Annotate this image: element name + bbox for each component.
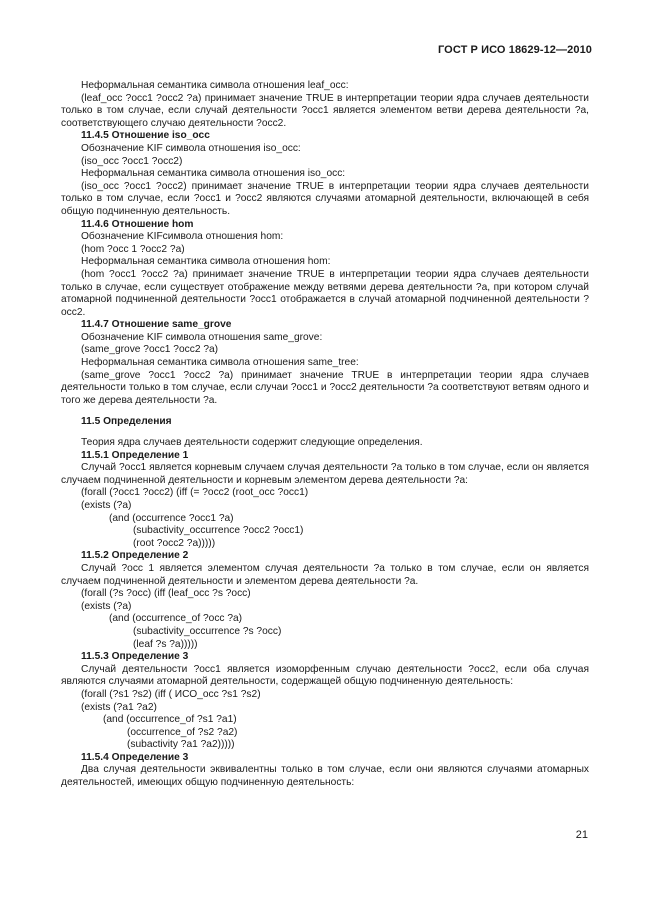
paragraph: Неформальная семантика символа отношения same_tree:	[81, 357, 359, 369]
code-line: (forall (?occ1 ?occ2) (iff (= ?occ2 (root_occ ?occ1)	[81, 487, 309, 499]
code-line: (subactivity_occurrence ?s ?occ)	[133, 625, 282, 637]
paragraph: Неформальная семантика символа отношения iso_occ:	[81, 168, 346, 180]
paragraph: (hom ?occ1 ?occ2 ?a) принимает значение TRUE в интерпретации теории ядра случаев деятельности только в случае, если существует отображение между ветвями дерева деятельности ?a, при котором случай атомарной подчиненной деятельности ?occ1 отображается в случай атомарной подчиненной деятельности ?occ2.	[61, 268, 589, 318]
paragraph: Обозначение KIFсимвола отношения hom:	[81, 231, 284, 243]
section-heading: 11.4.7 Отношение same_grove	[81, 319, 232, 331]
paragraph: Случай ?occ 1 является элементом случая деятельности ?a только в том случае, если он является случаем подчиненной деятельности и элементом дерева деятельности ?a.	[61, 562, 589, 587]
code-line: (hom ?occ 1 ?occ2 ?a)	[81, 243, 185, 255]
paragraph: Случай деятельности ?occ1 является изоморфенным случаю деятельности ?occ2, если оба случая являются случаями атомарной деятельности, содержащей общую подчиненную деятельность:	[61, 663, 589, 688]
code-line: (and (occurrence ?occ1 ?a)	[109, 512, 234, 524]
page-header: ГОСТ Р ИСО 18629-12—2010	[437, 44, 592, 56]
paragraph: Теория ядра случаев деятельности содержит следующие определения.	[81, 437, 423, 449]
code-line: (iso_occ ?occ1 ?occ2)	[81, 155, 183, 167]
paragraph: Случай ?occ1 является корневым случаем случая деятельности ?a только в том случае, если он является случаем подчиненной деятельности и корневым элементом дерева деятельности ?a:	[61, 462, 589, 486]
code-line: (occurrence_of ?s2 ?a2)	[127, 726, 238, 738]
code-line: (root ?occ2 ?a)))))	[133, 537, 216, 549]
page-number: 21	[575, 829, 588, 841]
section-heading: 11.4.5 Отношение iso_occ	[81, 130, 210, 142]
code-line: (exists (?a)	[81, 500, 132, 511]
code-line: (and (occurrence_of ?occ ?a)	[109, 613, 243, 625]
code-line: (and (occurrence_of ?s1 ?a1)	[103, 714, 237, 726]
code-line: (exists (?a)	[81, 600, 132, 612]
code-line: (exists (?a1 ?a2)	[81, 701, 157, 713]
paragraph: (iso_occ ?occ1 ?occ2) принимает значение TRUE в интерпретации теории ядра случаев деятельности только в том случае, если ?occ1 и ?occ2 являются случаями атомарной деятельности, включающей в себя общую подчиненную деятельность.	[61, 180, 589, 217]
code-line: (forall (?s1 ?s2) (iff ( ИСО_occ ?s1 ?s2)	[81, 688, 261, 700]
paragraph: Неформальная семантика символа отношения leaf_occ:	[81, 80, 349, 91]
paragraph: Неформальная семантика символа отношения hom:	[81, 256, 331, 268]
paragraph: (same_grove ?occ1 ?occ2 ?a) принимает значение TRUE в интерпретации теории ядра случаев деятельности только в том случае, если случаи ?occ1 и ?occ2 деятельности ?a соответствуют ветвям одного и того же дерева деятельности ?a.	[61, 369, 589, 406]
code-line: (forall (?s ?occ) (iff (leaf_occ ?s ?occ)	[81, 588, 251, 600]
section-heading: 11.5.1 Определение 1	[81, 449, 189, 461]
paragraph: Обозначение KIF символа отношения iso_occ:	[81, 142, 301, 154]
paragraph: Два случая деятельности эквивалентны только в том случае, если они являются случаями атомарных деятельностей, имеющих общую подчиненную деятельность:	[61, 764, 589, 789]
section-heading: 11.4.6 Отношение hom	[81, 218, 194, 230]
section-heading: 11.5.3 Определение 3	[81, 651, 189, 663]
section-heading: 11.5.2 Определение 2	[81, 550, 189, 562]
paragraph: Обозначение KIF символа отношения same_grove:	[81, 331, 323, 343]
code-line: (same_grove ?occ1 ?occ2 ?a)	[81, 344, 219, 356]
code-line: (subactivity_occurrence ?occ2 ?occ1)	[133, 525, 304, 537]
code-line: (subactivity ?a1 ?a2)))))	[127, 739, 235, 751]
paragraph: (leaf_occ ?occ1 ?occ2 ?a) принимает значение TRUE в интерпретации теории ядра случаев деятельности только в том случае, если случай деятельности ?occ1 является элементом ветви дерева деятельности ?a, соответствующего случаю деятельности ?occ2.	[61, 92, 589, 129]
section-heading: 11.5.4 Определение 3	[81, 751, 189, 763]
document-body	[61, 80, 589, 790]
code-line: (leaf ?s ?a)))))	[133, 638, 198, 650]
section-heading: 11.5 Определения	[81, 416, 172, 428]
